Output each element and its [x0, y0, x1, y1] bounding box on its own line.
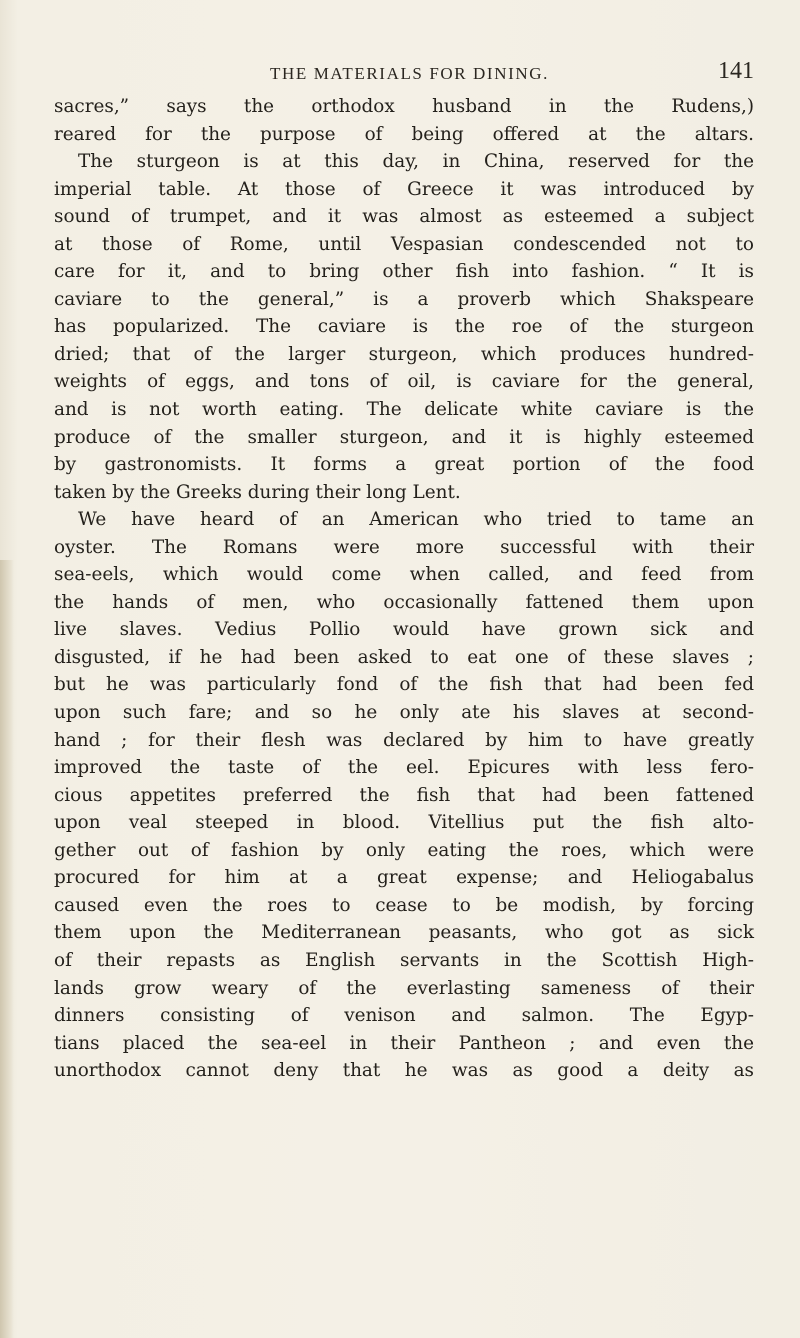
text-line: sea-eels, which would come when called, and feed from: [54, 564, 754, 586]
text-line: The sturgeon is at this day, in China, reserved for the: [78, 151, 754, 173]
text-line: at those of Rome, until Vespasian condescended not to: [54, 233, 754, 255]
text-line: imperial table. At those of Greece it was introduced by: [54, 178, 754, 200]
running-head: THE MATERIALS FOR DINING.: [270, 64, 549, 83]
text-line: produce of the smaller sturgeon, and it is highly esteemed: [54, 426, 754, 448]
text-line: them upon the Mediterranean peasants, who got as sick: [54, 922, 754, 944]
text-line: caviare to the general,” is a proverb which Shakspeare: [54, 288, 754, 310]
text-line: upon such fare; and so he only ate his slaves at second-: [54, 702, 754, 724]
binding-edge-shadow: [0, 560, 14, 1338]
text-line: has popularized. The caviare is the roe of the sturgeon: [54, 316, 754, 338]
body-text: [54, 93, 754, 1085]
text-line: improved the taste of the eel. Epicures with less fero-: [54, 757, 754, 779]
text-line: upon veal steeped in blood. Vitellius put the fish alto-: [54, 812, 754, 834]
text-line: oyster. The Romans were more successful with their: [54, 536, 754, 558]
text-line: unorthodox cannot deny that he was as good a deity as: [54, 1060, 754, 1082]
page-number: 141: [718, 58, 754, 84]
text-line: cious appetites preferred the fish that had been fattened: [54, 784, 754, 806]
text-line: and is not worth eating. The delicate white caviare is the: [54, 399, 754, 421]
text-line: We have heard of an American who tried to tame an: [78, 509, 754, 531]
text-line: lands grow weary of the everlasting sameness of their: [54, 977, 754, 999]
text-line: dried; that of the larger sturgeon, which produces hundred-: [54, 343, 754, 365]
text-line: procured for him at a great expense; and Heliogabalus: [54, 867, 754, 889]
text-line: caused even the roes to cease to be modish, by forcing: [54, 894, 754, 916]
text-line: gether out of fashion by only eating the roes, which were: [54, 839, 754, 861]
text-line: disgusted, if he had been asked to eat one of these slaves ;: [54, 646, 754, 668]
text-line: reared for the purpose of being offered at the altars.: [54, 123, 754, 145]
text-line: but he was particularly fond of the fish that had been fed: [54, 674, 754, 696]
text-line: sound of trumpet, and it was almost as esteemed a subject: [54, 206, 754, 228]
text-line: by gastronomists. It forms a great portion of the food: [54, 454, 754, 476]
text-line: hand ; for their flesh was declared by him to have greatly: [54, 729, 754, 751]
text-line: tians placed the sea-eel in their Pantheon ; and even the: [54, 1032, 754, 1054]
text-line: live slaves. Vedius Pollio would have grown sick and: [54, 619, 754, 641]
text-line: sacres,” says the orthodox husband in the Rudens,): [54, 96, 754, 117]
text-line: of their repasts as English servants in the Scottish High-: [54, 949, 754, 971]
text-line: weights of eggs, and tons of oil, is caviare for the general,: [54, 371, 754, 393]
text-line: dinners consisting of venison and salmon. The Egyp-: [54, 1005, 754, 1027]
text-line: care for it, and to bring other fish into fashion. “ It is: [54, 261, 754, 283]
text-line: the hands of men, who occasionally fattened them upon: [54, 591, 754, 613]
text-line: taken by the Greeks during their long Lent.: [54, 481, 461, 503]
